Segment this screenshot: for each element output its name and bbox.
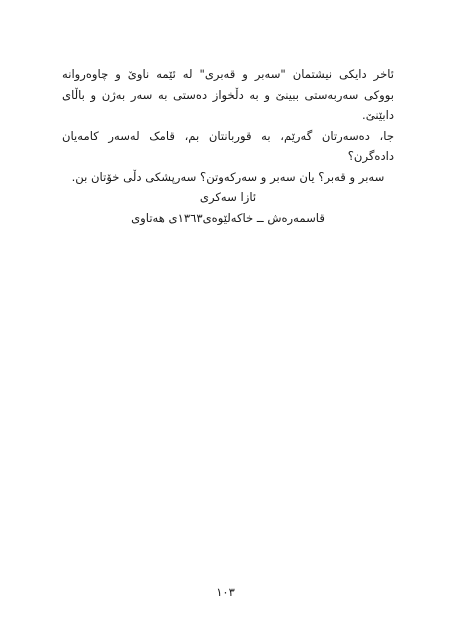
paragraph-1: ئاخر دایکی نیشتمان "سەبر و قەبری" لە ئێمە ناوێ و چاوەروانە بووکی سەربەستی ببینێ و بە دڵخواز دەستی بە سەر بەژن و باڵای دابێنێ. — [62, 67, 394, 122]
author-signature: ئازا سەکری — [199, 190, 257, 204]
page-number: ١٠٣ — [216, 585, 235, 599]
body-text — [62, 64, 394, 228]
place-date-line: قاسمەرەش ــ خاکەلێوەی١٣٦٣ی هەتاوی — [131, 210, 325, 225]
paragraph-3: سەبر و قەبر؟ یان سەبر و سەرکەوتن؟ سەرپشکی دڵی خۆتان بن. — [71, 169, 385, 184]
paragraph-2: جا، دەسەرتان گەرێم، بە قوربانتان بم، قامک لەسەر کامەیان دادەگرن؟ — [62, 128, 394, 163]
